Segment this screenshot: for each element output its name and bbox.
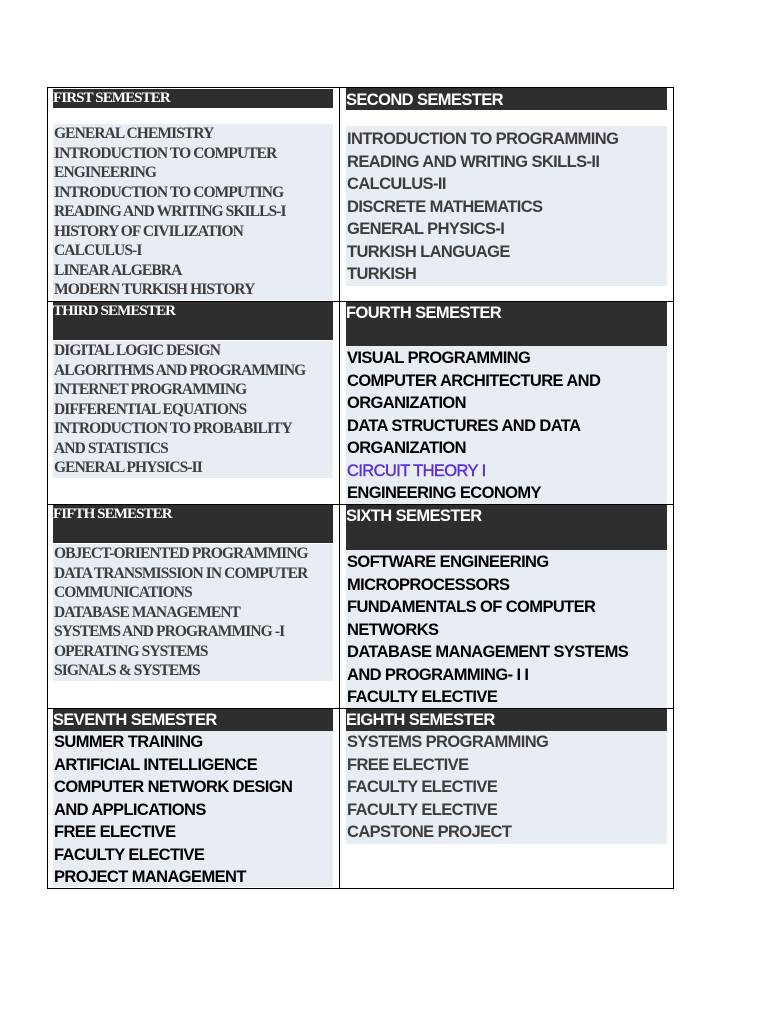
course-list bbox=[54, 544, 308, 681]
course-item: ARTIFICIAL INTELLIGENCE bbox=[54, 755, 258, 774]
course-item: INTRODUCTION TO COMPUTING bbox=[54, 183, 284, 201]
course-list bbox=[347, 731, 548, 844]
semester-title: EIGHTH SEMESTER bbox=[346, 709, 667, 731]
course-item: DIFFERENTIAL EQUATIONS bbox=[54, 400, 247, 418]
course-item: AND APPLICATIONS bbox=[54, 800, 206, 819]
course-item: READING AND WRITING SKILLS-I bbox=[54, 203, 286, 220]
course-item: READING AND WRITING SKILLS-II bbox=[347, 152, 600, 171]
course-item: DIGITAL LOGIC DESIGN bbox=[54, 342, 221, 359]
course-item: ORGANIZATION bbox=[347, 439, 466, 457]
course-item: INTERNET PROGRAMMING bbox=[54, 381, 247, 398]
course-item: OBJECT-ORIENTED PROGRAMMING bbox=[54, 545, 308, 562]
course-item: FACULTY ELECTIVE bbox=[347, 688, 498, 706]
course-item: ENGINEERING bbox=[54, 164, 157, 181]
column-divider bbox=[339, 87, 340, 889]
course-item: COMPUTER NETWORK DESIGN bbox=[54, 778, 293, 796]
course-list bbox=[347, 551, 628, 709]
course-item: SIGNALS & SYSTEMS bbox=[54, 662, 200, 679]
course-list bbox=[54, 731, 292, 889]
course-item: CAPSTONE PROJECT bbox=[347, 823, 512, 841]
course-item: MODERN TURKISH HISTORY bbox=[54, 281, 255, 298]
course-item: GENERAL PHYSICS-I bbox=[347, 220, 505, 238]
course-list bbox=[347, 128, 618, 286]
course-item: GENERAL PHYSICS-II bbox=[54, 459, 202, 476]
course-item: SUMMER TRAINING bbox=[54, 733, 203, 751]
course-item: FACULTY ELECTIVE bbox=[347, 800, 498, 819]
course-list bbox=[54, 341, 305, 478]
course-item: DATA STRUCTURES AND DATA bbox=[347, 416, 581, 435]
course-item: INTRODUCTION TO COMPUTER bbox=[54, 144, 277, 162]
semester-title: THIRD SEMESTER bbox=[53, 302, 333, 340]
course-item: HISTORY OF CIVILIZATION bbox=[54, 222, 243, 240]
course-item: ENGINEERING ECONOMY bbox=[347, 484, 541, 502]
semester-title: FOURTH SEMESTER bbox=[346, 302, 667, 346]
course-item: SYSTEMS PROGRAMMING bbox=[347, 733, 549, 751]
course-item: CALCULUS-II bbox=[347, 175, 446, 193]
course-item-highlighted: CIRCUIT THEORY I bbox=[347, 461, 486, 480]
course-item: NETWORKS bbox=[347, 620, 439, 639]
course-item: OPERATING SYSTEMS bbox=[54, 642, 208, 660]
course-item: FREE ELECTIVE bbox=[347, 755, 469, 774]
course-item: DATABASE MANAGEMENT SYSTEMS bbox=[347, 643, 629, 661]
course-item: FACULTY ELECTIVE bbox=[54, 845, 205, 864]
course-item: AND STATISTICS bbox=[54, 439, 168, 457]
course-item: INTRODUCTION TO PROBABILITY bbox=[54, 420, 292, 437]
course-item: TURKISH LANGUAGE bbox=[347, 242, 510, 261]
course-item: COMMUNICATIONS bbox=[54, 584, 192, 601]
course-item: FREE ELECTIVE bbox=[54, 823, 176, 841]
course-item: ALGORITHMS AND PROGRAMMING bbox=[54, 361, 306, 379]
course-item: DATABASE MANAGEMENT bbox=[54, 603, 240, 621]
semester-title: FIFTH SEMESTER bbox=[53, 505, 333, 543]
semester-title: SECOND SEMESTER bbox=[346, 88, 667, 110]
course-item: GENERAL CHEMISTRY bbox=[54, 125, 214, 142]
course-item: COMPUTER ARCHITECTURE AND bbox=[347, 371, 601, 390]
course-item: DATA TRANSMISSION IN COMPUTER bbox=[54, 564, 308, 582]
semester-title: SIXTH SEMESTER bbox=[346, 505, 667, 550]
course-item: ORGANIZATION bbox=[347, 394, 466, 412]
course-item: DISCRETE MATHEMATICS bbox=[347, 197, 543, 216]
semester-title: SEVENTH SEMESTER bbox=[53, 709, 333, 731]
course-list bbox=[54, 124, 286, 300]
course-item: PROJECT MANAGEMENT bbox=[54, 868, 246, 886]
course-item: SOFTWARE ENGINEERING bbox=[347, 553, 549, 571]
course-list bbox=[347, 347, 600, 505]
course-item: SYSTEMS AND PROGRAMMING -I bbox=[54, 623, 285, 640]
course-item: FACULTY ELECTIVE bbox=[347, 778, 498, 796]
course-item: INTRODUCTION TO PROGRAMMING bbox=[347, 130, 619, 148]
course-item: AND PROGRAMMING- I I bbox=[347, 665, 529, 684]
course-item: MICROPROCESSORS bbox=[347, 575, 510, 594]
semester-title: FIRST SEMESTER bbox=[53, 89, 333, 108]
course-item: CALCULUS-I bbox=[54, 242, 142, 259]
course-item: TURKISH bbox=[347, 265, 417, 283]
course-item: LINEAR ALGEBRA bbox=[54, 261, 182, 279]
course-item: FUNDAMENTALS OF COMPUTER bbox=[347, 598, 596, 616]
course-item: VISUAL PROGRAMMING bbox=[347, 349, 531, 367]
